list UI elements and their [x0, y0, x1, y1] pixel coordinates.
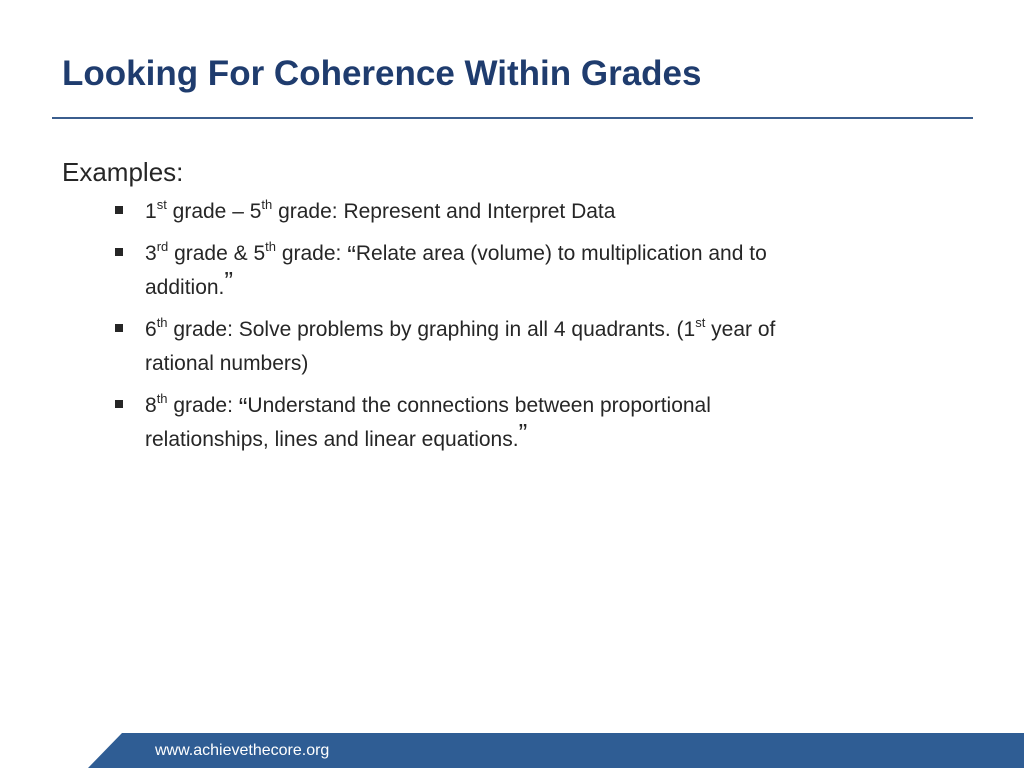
list-item-grade-8 — [62, 389, 962, 457]
footer-band-shape — [0, 733, 1024, 768]
ordinal-suffix: th — [265, 239, 276, 254]
footer-bar — [0, 733, 1024, 768]
ordinal-suffix: st — [156, 197, 167, 212]
bullet-line — [145, 313, 962, 347]
title-divider — [52, 117, 973, 119]
examples-list — [62, 195, 962, 457]
bullet-text: grade & 5 — [168, 242, 266, 265]
bullet-text: rational numbers) — [145, 352, 309, 375]
ordinal-suffix: th — [261, 197, 273, 212]
bullet-line — [145, 237, 962, 271]
bullet-line — [145, 418, 962, 457]
bullet-text: addition. — [145, 276, 225, 299]
footer-url[interactable]: www.achievethecore.org — [155, 742, 330, 759]
bullet-line — [145, 347, 962, 381]
bullet-text: grade: Represent and Interpret Data — [272, 200, 616, 223]
bullet-text: Understand the connections between proportional — [247, 394, 711, 417]
square-bullet-icon — [115, 248, 123, 256]
list-item-grade-1-5 — [62, 195, 962, 229]
open-quote: “ — [347, 240, 356, 270]
bullet-text: grade: — [167, 394, 239, 417]
bullet-text: Relate area (volume) to multiplication and to — [355, 242, 767, 265]
ordinal-suffix: st — [695, 315, 706, 330]
ordinal-suffix: th — [156, 391, 168, 406]
square-bullet-icon — [115, 206, 123, 214]
bullet-text: grade: — [276, 242, 348, 265]
close-quote: ” — [224, 266, 234, 296]
ordinal-suffix: th — [156, 315, 168, 330]
bullet-text: grade: Solve problems by graphing in all 4 quadrants. (1 — [167, 318, 696, 341]
bullet-line — [145, 389, 962, 423]
close-quote: ” — [518, 418, 528, 448]
square-bullet-icon — [115, 324, 123, 332]
bullet-text: grade – 5 — [166, 200, 262, 223]
examples-heading: Examples: — [62, 157, 184, 187]
open-quote: “ — [238, 392, 248, 422]
list-item-grade-6 — [62, 313, 962, 381]
square-bullet-icon — [115, 400, 123, 408]
slide-title: Looking For Coherence Within Grades — [62, 54, 702, 93]
grade-number: 6 — [145, 318, 157, 341]
bullet-text: relationships, lines and linear equations. — [145, 428, 519, 451]
bullet-line — [145, 195, 962, 229]
list-item-grade-3-5 — [62, 237, 962, 305]
grade-number: 1 — [145, 200, 157, 223]
grade-number: 8 — [145, 394, 157, 417]
ordinal-suffix: rd — [156, 239, 169, 254]
grade-number: 3 — [145, 242, 157, 265]
bullet-text: year of — [705, 318, 776, 341]
slide-content — [62, 155, 962, 465]
bullet-line — [145, 266, 962, 305]
